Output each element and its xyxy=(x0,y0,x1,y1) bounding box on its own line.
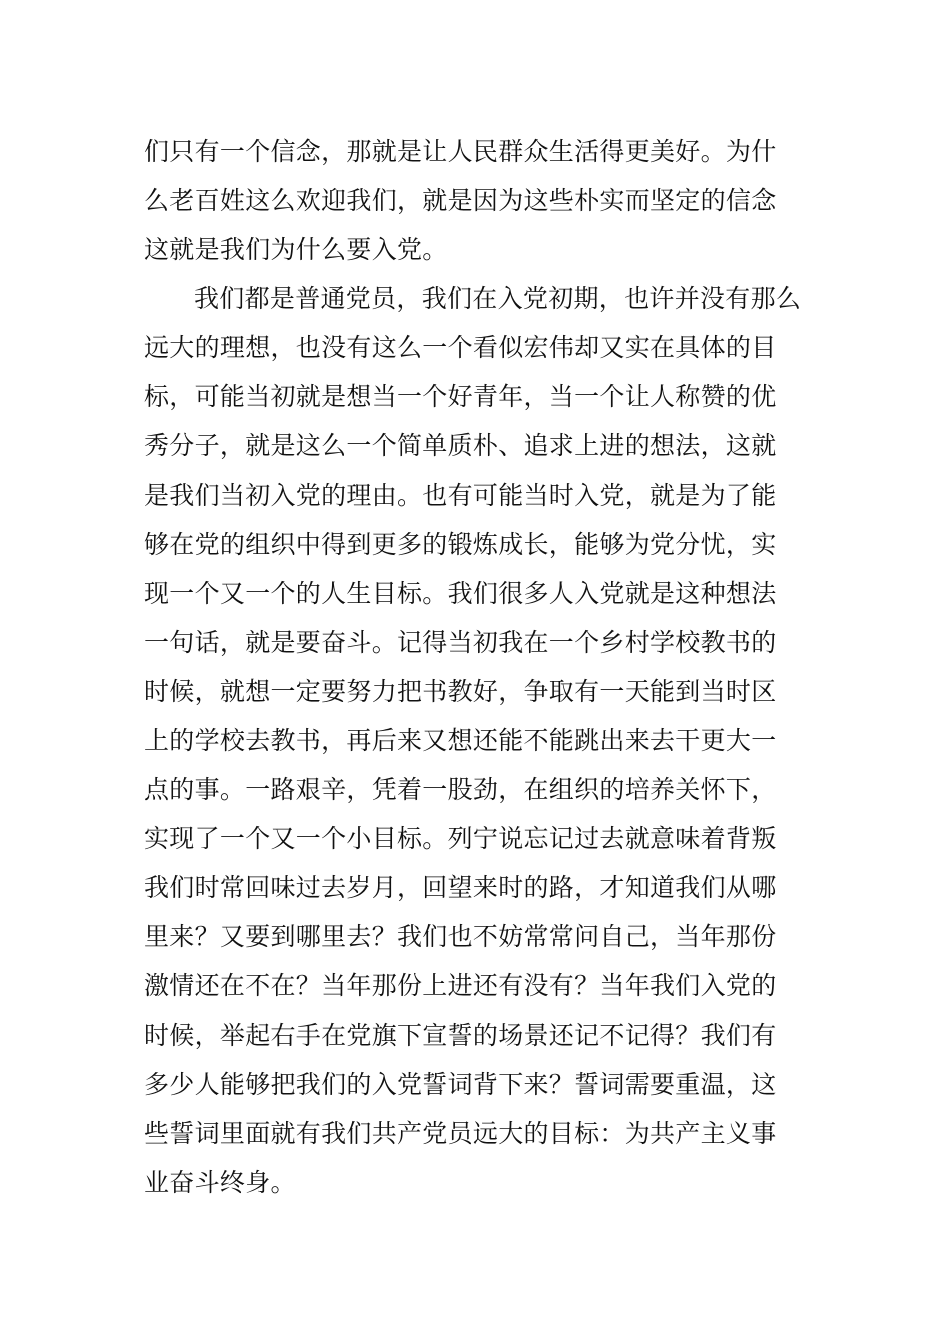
paragraph-2-line-17: 多少人能够把我们的入党誓词背下来？誓词需要重温，这 xyxy=(144,1070,777,1099)
paragraph-2-line-9: 时候，就想一定要努力把书教好，争取有一天能到当时区 xyxy=(144,677,777,706)
paragraph-2-line-8: 一句话，就是要奋斗。记得当初我在一个乡村学校教书的 xyxy=(144,628,777,657)
paragraph-2-line-7: 现一个又一个的人生目标。我们很多人入党就是这种想法 xyxy=(144,579,777,608)
paragraph-2-line-18: 些誓词里面就有我们共产党员远大的目标：为共产主义事 xyxy=(144,1119,777,1148)
paragraph-2-line-4: 秀分子，就是这么一个简单质朴、追求上进的想法，这就 xyxy=(144,431,777,460)
paragraph-1-line-2: 么老百姓这么欢迎我们，就是因为这些朴实而坚定的信念 xyxy=(144,186,777,215)
paragraph-2-line-6: 够在党的组织中得到更多的锻炼成长，能够为党分忧，实 xyxy=(144,530,777,559)
paragraph-1-line-3: 这就是我们为什么要入党。 xyxy=(144,235,448,264)
paragraph-2-line-5: 是我们当初入党的理由。也有可能当时入党，就是为了能 xyxy=(144,481,777,510)
paragraph-2-line-2: 远大的理想，也没有这么一个看似宏伟却又实在具体的目 xyxy=(144,333,777,362)
paragraph-2-line-13: 我们时常回味过去岁月，回望来时的路，才知道我们从哪 xyxy=(144,873,777,902)
paragraph-2-line-16: 时候，举起右手在党旗下宣誓的场景还记不记得？我们有 xyxy=(144,1021,777,1050)
paragraph-2-line-3: 标，可能当初就是想当一个好青年，当一个让人称赞的优 xyxy=(144,382,777,411)
paragraph-2-line-10: 上的学校去教书，再后来又想还能不能跳出来去干更大一 xyxy=(144,726,777,755)
paragraph-2-line-15: 激情还在不在？当年那份上进还有没有？当年我们入党的 xyxy=(144,971,777,1000)
paragraph-2-line-19: 业奋斗终身。 xyxy=(144,1168,296,1197)
paragraph-2-line-12: 实现了一个又一个小目标。列宁说忘记过去就意味着背叛 xyxy=(144,824,777,853)
paragraph-2-line-11: 点的事。一路艰辛，凭着一股劲，在组织的培养关怀下， xyxy=(144,775,777,804)
paragraph-1-line-1: 们只有一个信念，那就是让人民群众生活得更美好。为什 xyxy=(144,137,777,166)
paragraph-2-line-14: 里来？又要到哪里去？我们也不妨常常问自己，当年那份 xyxy=(144,922,777,951)
paragraph-2-line-1: 我们都是普通党员，我们在入党初期，也许并没有那么 xyxy=(194,284,802,313)
